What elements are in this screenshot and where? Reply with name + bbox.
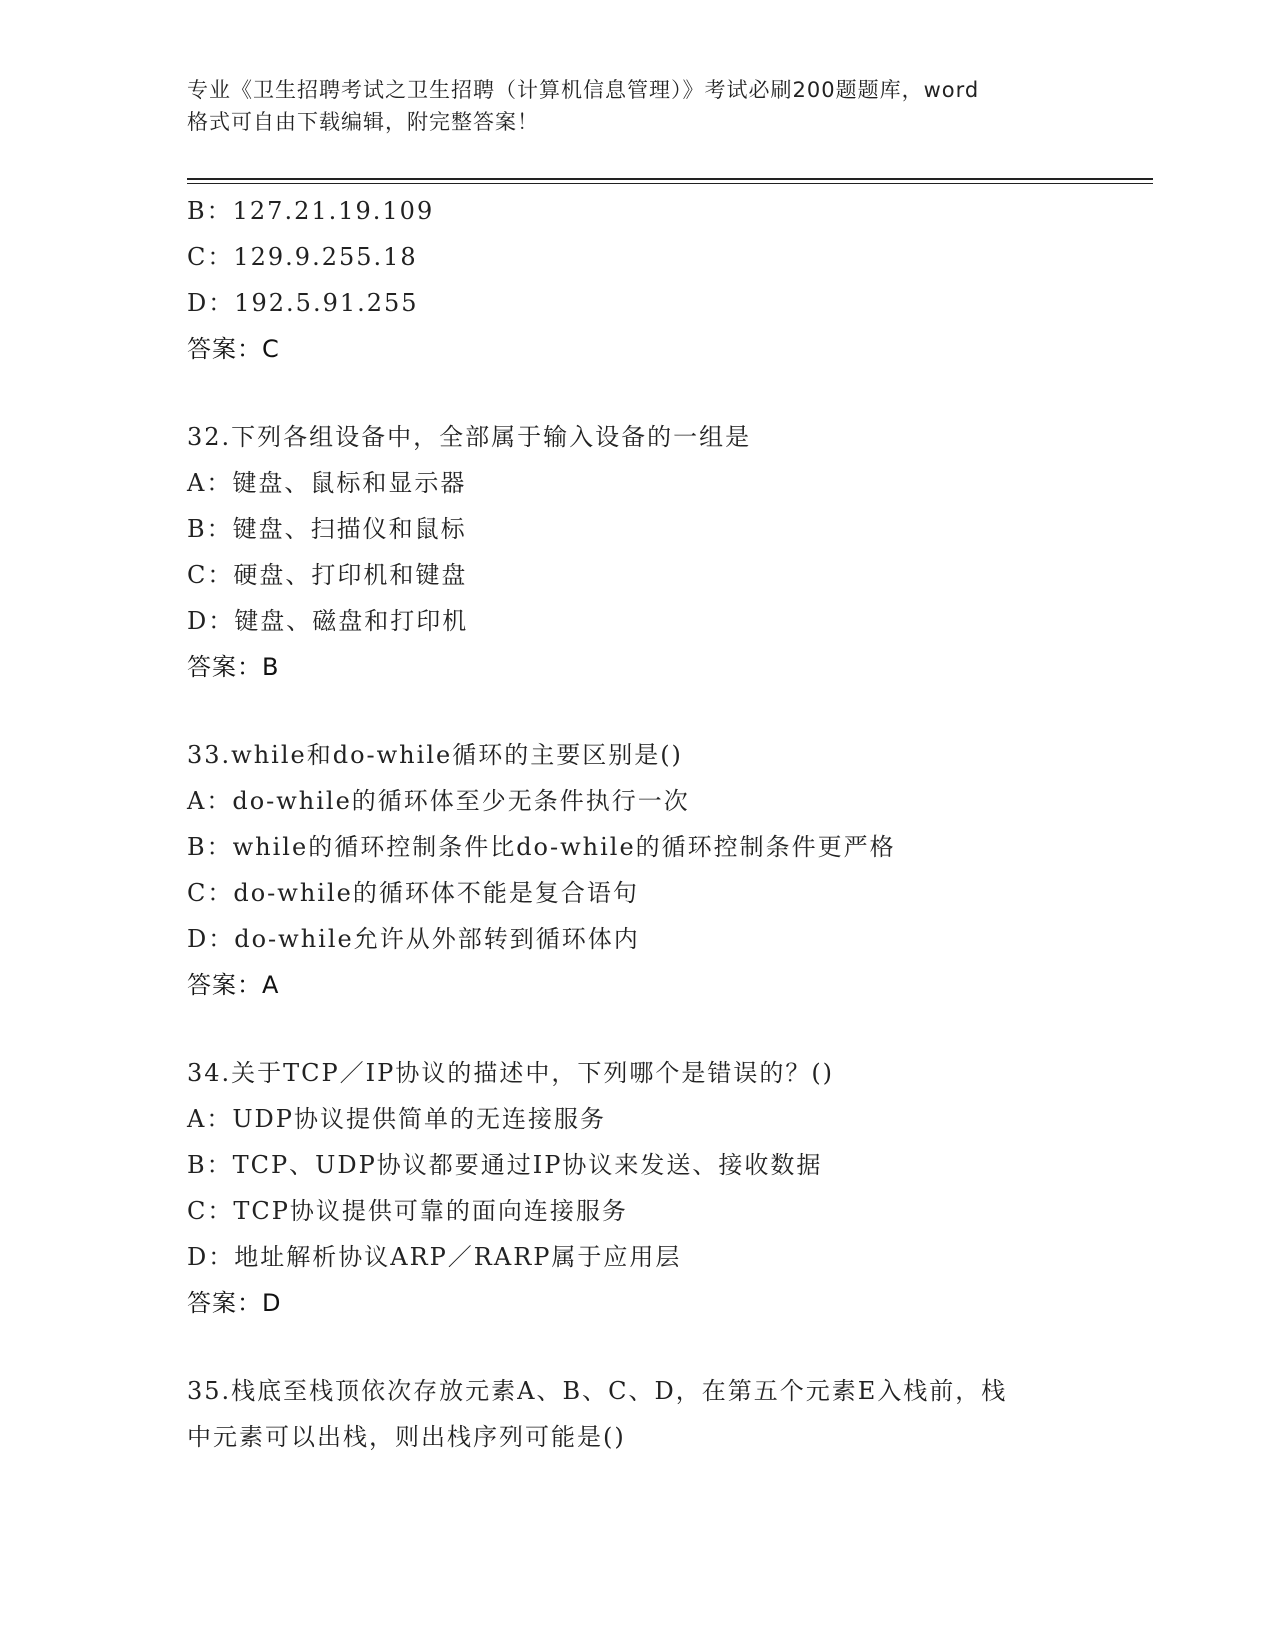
header-rule-thick (187, 178, 1153, 180)
option-c: C：do-while的循环体不能是复合语句 (187, 879, 639, 907)
option-d: D：地址解析协议ARP／RARP属于应用层 (187, 1243, 682, 1271)
spacer (187, 690, 1087, 732)
spacer (187, 372, 1087, 414)
answer-label: 答案：A (187, 971, 280, 999)
question-35 (187, 1368, 1087, 1460)
option-c: C：硬盘、打印机和键盘 (187, 561, 468, 589)
header-line-2: 格式可自由下载编辑，附完整答案！ (187, 110, 539, 134)
option-d: D：192.5.91.255 (187, 289, 419, 317)
option-a: A：do-while的循环体至少无条件执行一次 (187, 787, 690, 815)
option-b: B：while的循环控制条件比do-while的循环控制条件更严格 (187, 833, 896, 861)
question-32 (187, 414, 1087, 690)
question-list (187, 188, 1087, 1460)
spacer (187, 1008, 1087, 1050)
question-31-tail (187, 188, 1087, 372)
answer-label: 答案：D (187, 1289, 282, 1317)
question-33 (187, 732, 1087, 1008)
spacer (187, 1326, 1087, 1368)
question-title-line-2: 中元素可以出栈，则出栈序列可能是() (187, 1423, 626, 1451)
option-b: B：127.21.19.109 (187, 197, 435, 225)
option-b: B：键盘、扫描仪和鼠标 (187, 515, 467, 543)
question-title: 33.while和do-while循环的主要区别是() (187, 741, 683, 769)
option-b: B：TCP、UDP协议都要通过IP协议来发送、接收数据 (187, 1151, 823, 1179)
header-line-1: 专业《卫生招聘考试之卫生招聘（计算机信息管理）》考试必刷200题题库，word (187, 78, 980, 102)
answer-label: 答案：C (187, 335, 280, 363)
option-c: C：TCP协议提供可靠的面向连接服务 (187, 1197, 628, 1225)
option-d: D：do-while允许从外部转到循环体内 (187, 925, 640, 953)
question-title: 32.下列各组设备中，全部属于输入设备的一组是 (187, 423, 752, 451)
question-title-line-1: 35.栈底至栈顶依次存放元素A、B、C、D，在第五个元素E入栈前，栈 (187, 1377, 1008, 1405)
header-rule-thin (187, 183, 1153, 184)
document-header (187, 74, 1087, 138)
option-c: C：129.9.255.18 (187, 243, 418, 271)
option-d: D：键盘、磁盘和打印机 (187, 607, 469, 635)
question-title: 34.关于TCP／IP协议的描述中，下列哪个是错误的？() (187, 1059, 835, 1087)
answer-label: 答案：B (187, 653, 280, 681)
question-34 (187, 1050, 1087, 1326)
option-a: A：键盘、鼠标和显示器 (187, 469, 467, 497)
option-a: A：UDP协议提供简单的无连接服务 (187, 1105, 606, 1133)
